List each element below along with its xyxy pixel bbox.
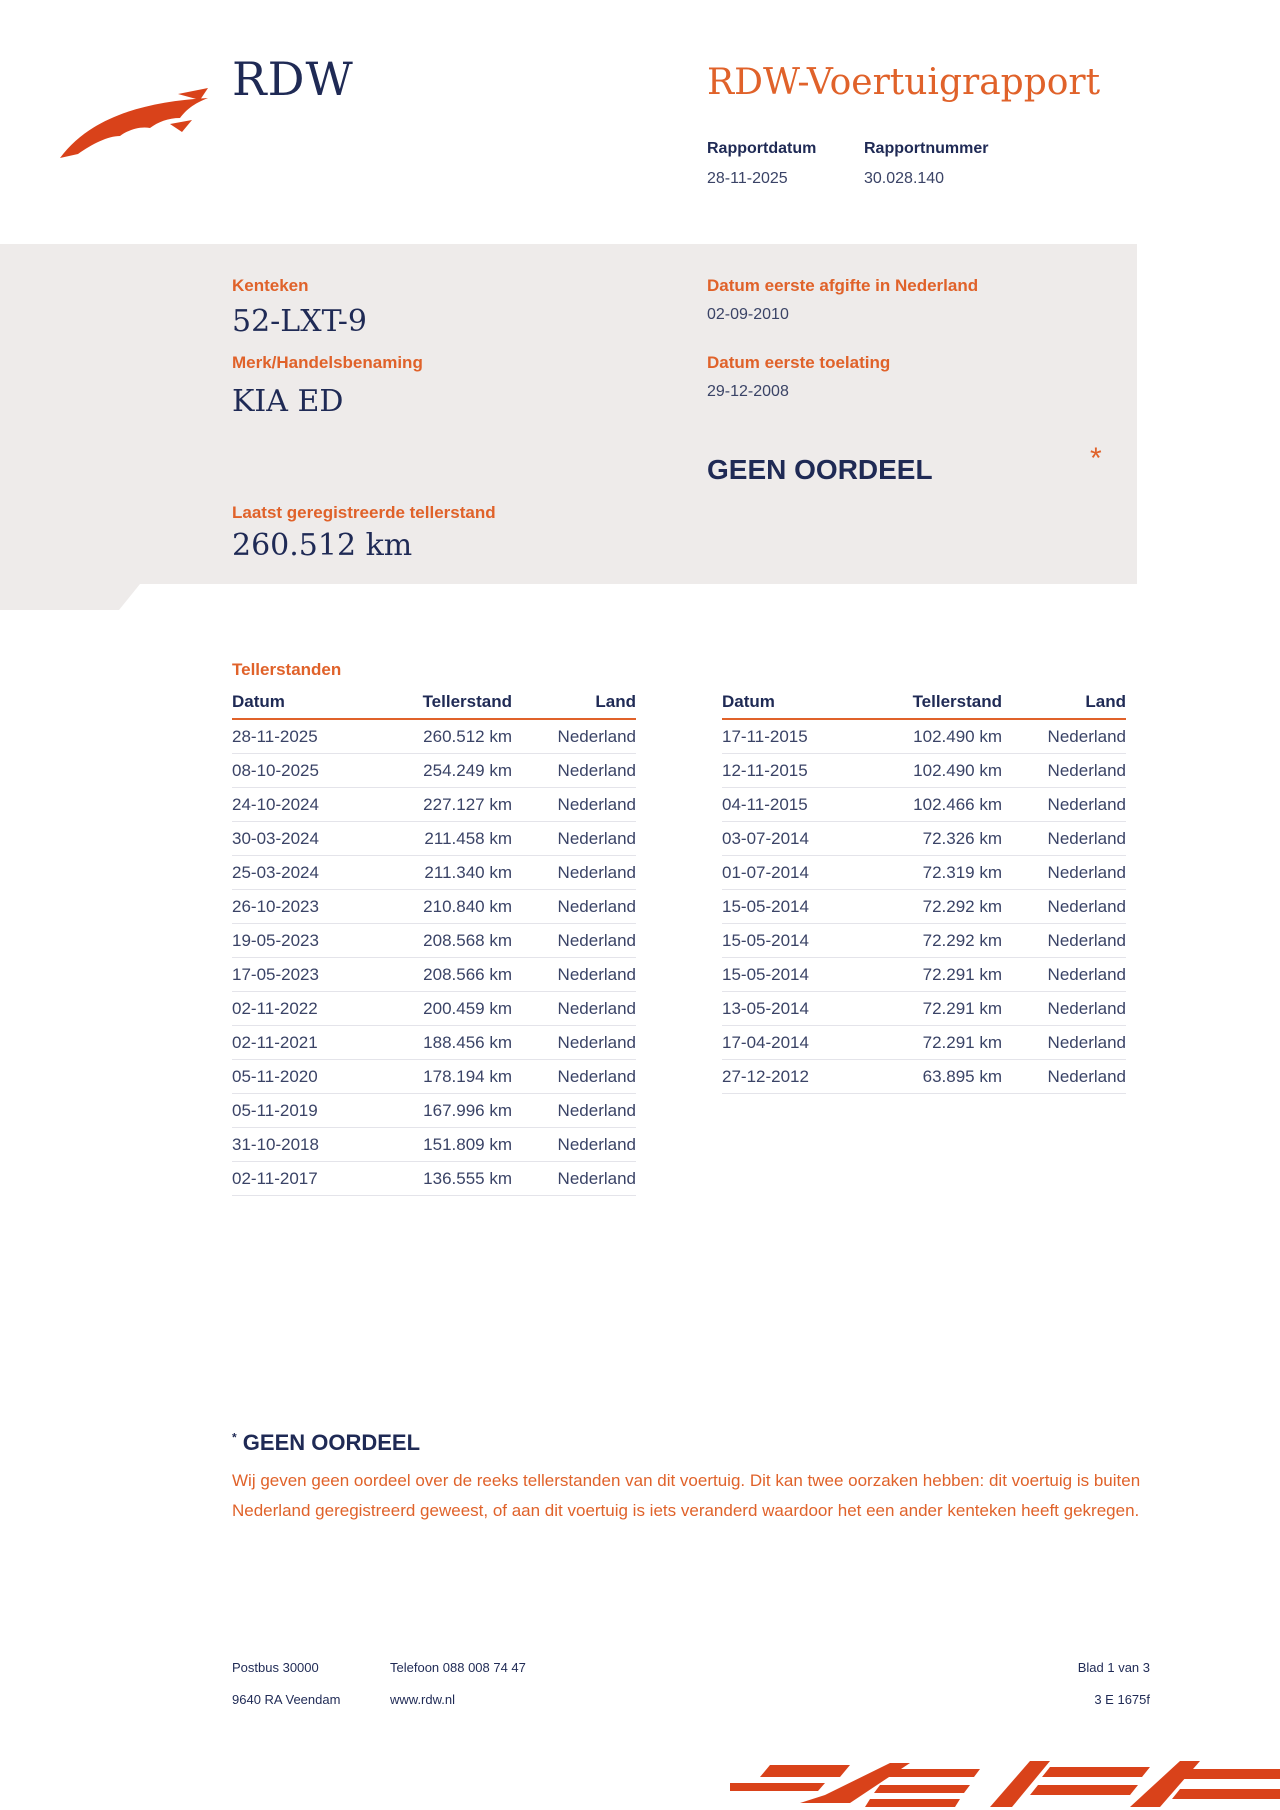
first-issue-nl-label: Datum eerste afgifte in Nederland: [707, 276, 979, 295]
row-reading: 254.249 km: [372, 754, 512, 788]
footer-website-link[interactable]: www.rdw.nl: [390, 1692, 456, 1707]
row-country: Nederland: [512, 1026, 636, 1060]
table-header-row: [722, 690, 1126, 719]
row-country: Nederland: [512, 1162, 636, 1196]
odometer-value: 260.512 km: [232, 528, 413, 563]
row-reading: 210.840 km: [372, 890, 512, 924]
table-row: [722, 958, 1126, 992]
row-country: Nederland: [512, 924, 636, 958]
row-country: Nederland: [512, 958, 636, 992]
footer-city: 9640 RA Veendam: [232, 1692, 341, 1707]
report-date-label: Rapportdatum: [707, 140, 817, 157]
row-reading: 260.512 km: [372, 719, 512, 754]
readings-table-left: [232, 690, 636, 1196]
footnote-text: Wij geven geen oordeel over de reeks tellerstanden van dit voertuig. Dit kan twee oorzaken hebben: dit voertuig is buiten Nederland geregistreerd geweest, of aan dit voertuig is iets veranderd waardoor het een ander kenteken heeft gekregen.: [232, 1471, 1141, 1520]
row-country: Nederland: [512, 856, 636, 890]
table-row: [722, 856, 1126, 890]
row-reading: 102.490 km: [862, 754, 1002, 788]
plate-value: 52-LXT-9: [232, 304, 367, 339]
header-country: Land: [1002, 690, 1126, 719]
table-row: [232, 754, 636, 788]
row-date: 05-11-2020: [232, 1060, 372, 1094]
row-country: Nederland: [512, 754, 636, 788]
row-date: 17-11-2015: [722, 719, 862, 754]
row-date: 27-12-2012: [722, 1060, 862, 1094]
footnote-title: [232, 1430, 420, 1456]
table-row: [232, 822, 636, 856]
readings-title: Tellerstanden: [232, 660, 342, 679]
report-number-label: Rapportnummer: [864, 140, 989, 157]
rdw-logo-icon: [58, 80, 218, 170]
table-row: [232, 1094, 636, 1128]
row-date: 12-11-2015: [722, 754, 862, 788]
table-row: [232, 958, 636, 992]
table-row: [232, 1128, 636, 1162]
footnote-title-text: GEEN OORDEEL: [242, 1430, 421, 1455]
table-row: [232, 1026, 636, 1060]
rdw-stripes-icon: [730, 1755, 1280, 1810]
table-row: [232, 1060, 636, 1094]
row-date: 15-05-2014: [722, 890, 862, 924]
table-row: [232, 1162, 636, 1196]
row-date: 15-05-2014: [722, 958, 862, 992]
make-value: KIA ED: [232, 384, 344, 419]
row-reading: 102.490 km: [862, 719, 1002, 754]
table-row: [232, 992, 636, 1026]
row-country: Nederland: [1002, 822, 1126, 856]
row-reading: 211.340 km: [372, 856, 512, 890]
header-reading: Tellerstand: [862, 690, 1002, 719]
row-reading: 211.458 km: [372, 822, 512, 856]
verdict-text: GEEN OORDEEL: [707, 454, 933, 485]
header-country: Land: [512, 690, 636, 719]
row-date: 31-10-2018: [232, 1128, 372, 1162]
row-date: 15-05-2014: [722, 924, 862, 958]
row-country: Nederland: [1002, 924, 1126, 958]
row-country: Nederland: [512, 1128, 636, 1162]
verdict-asterisk: *: [1090, 442, 1102, 475]
row-country: Nederland: [1002, 856, 1126, 890]
table-header-row: [232, 690, 636, 719]
row-reading: 188.456 km: [372, 1026, 512, 1060]
row-country: Nederland: [512, 992, 636, 1026]
row-country: Nederland: [1002, 992, 1126, 1026]
row-country: Nederland: [512, 719, 636, 754]
row-country: Nederland: [512, 822, 636, 856]
table-row: [232, 788, 636, 822]
row-country: Nederland: [1002, 719, 1126, 754]
row-date: 08-10-2025: [232, 754, 372, 788]
readings-table-right: [722, 690, 1126, 1094]
row-date: 17-05-2023: [232, 958, 372, 992]
table-row: [232, 719, 636, 754]
summary-panel-notch: [0, 584, 140, 610]
table-row: [722, 890, 1126, 924]
row-date: 05-11-2019: [232, 1094, 372, 1128]
header-date: Datum: [232, 690, 372, 719]
report-date: 28-11-2025: [707, 170, 788, 187]
table-row: [232, 924, 636, 958]
row-country: Nederland: [512, 788, 636, 822]
report-number: 30.028.140: [864, 170, 945, 187]
row-date: 17-04-2014: [722, 1026, 862, 1060]
footer-page-number: Blad 1 van 3: [1077, 1660, 1150, 1675]
table-row: [232, 856, 636, 890]
table-row: [722, 992, 1126, 1026]
row-reading: 72.292 km: [862, 924, 1002, 958]
row-country: Nederland: [512, 890, 636, 924]
row-country: Nederland: [512, 1060, 636, 1094]
row-reading: 208.568 km: [372, 924, 512, 958]
row-reading: 72.292 km: [862, 890, 1002, 924]
row-country: Nederland: [1002, 1026, 1126, 1060]
table-row: [722, 1060, 1126, 1094]
row-date: 24-10-2024: [232, 788, 372, 822]
row-reading: 227.127 km: [372, 788, 512, 822]
footnote-marker: *: [232, 1430, 237, 1445]
row-reading: 136.555 km: [372, 1162, 512, 1196]
first-admission-label: Datum eerste toelating: [707, 353, 891, 372]
make-label: Merk/Handelsbenaming: [232, 353, 423, 372]
row-date: 02-11-2021: [232, 1026, 372, 1060]
row-date: 25-03-2024: [232, 856, 372, 890]
table-row: [722, 924, 1126, 958]
row-country: Nederland: [1002, 890, 1126, 924]
row-reading: 72.319 km: [862, 856, 1002, 890]
row-date: 13-05-2014: [722, 992, 862, 1026]
table-row: [722, 719, 1126, 754]
row-reading: 208.566 km: [372, 958, 512, 992]
footer-phone: Telefoon 088 008 74 47: [390, 1660, 526, 1675]
row-reading: 151.809 km: [372, 1128, 512, 1162]
odometer-label: Laatst geregistreerde tellerstand: [232, 503, 496, 522]
row-date: 02-11-2022: [232, 992, 372, 1026]
row-date: 03-07-2014: [722, 822, 862, 856]
row-date: 26-10-2023: [232, 890, 372, 924]
row-date: 19-05-2023: [232, 924, 372, 958]
row-country: Nederland: [1002, 754, 1126, 788]
row-reading: 72.326 km: [862, 822, 1002, 856]
row-reading: 72.291 km: [862, 958, 1002, 992]
footer-po-box: Postbus 30000: [232, 1660, 319, 1675]
row-reading: 72.291 km: [862, 1026, 1002, 1060]
row-date: 30-03-2024: [232, 822, 372, 856]
table-row: [722, 1026, 1126, 1060]
row-reading: 72.291 km: [862, 992, 1002, 1026]
brand-name: RDW: [232, 52, 354, 106]
row-reading: 167.996 km: [372, 1094, 512, 1128]
row-reading: 63.895 km: [862, 1060, 1002, 1094]
row-country: Nederland: [1002, 958, 1126, 992]
first-issue-nl-value: 02-09-2010: [707, 306, 789, 323]
table-row: [232, 890, 636, 924]
table-row: [722, 754, 1126, 788]
header-reading: Tellerstand: [372, 690, 512, 719]
table-row: [722, 822, 1126, 856]
row-date: 04-11-2015: [722, 788, 862, 822]
header-date: Datum: [722, 690, 862, 719]
row-country: Nederland: [512, 1094, 636, 1128]
report-title: RDW-Voertuigrapport: [707, 62, 1101, 103]
row-reading: 178.194 km: [372, 1060, 512, 1094]
plate-label: Kenteken: [232, 276, 309, 295]
row-reading: 200.459 km: [372, 992, 512, 1026]
row-date: 02-11-2017: [232, 1162, 372, 1196]
row-date: 28-11-2025: [232, 719, 372, 754]
first-admission-value: 29-12-2008: [707, 383, 789, 400]
row-country: Nederland: [1002, 788, 1126, 822]
row-country: Nederland: [1002, 1060, 1126, 1094]
footer-code: 3 E 1675f: [1094, 1692, 1150, 1707]
table-row: [722, 788, 1126, 822]
row-reading: 102.466 km: [862, 788, 1002, 822]
row-date: 01-07-2014: [722, 856, 862, 890]
